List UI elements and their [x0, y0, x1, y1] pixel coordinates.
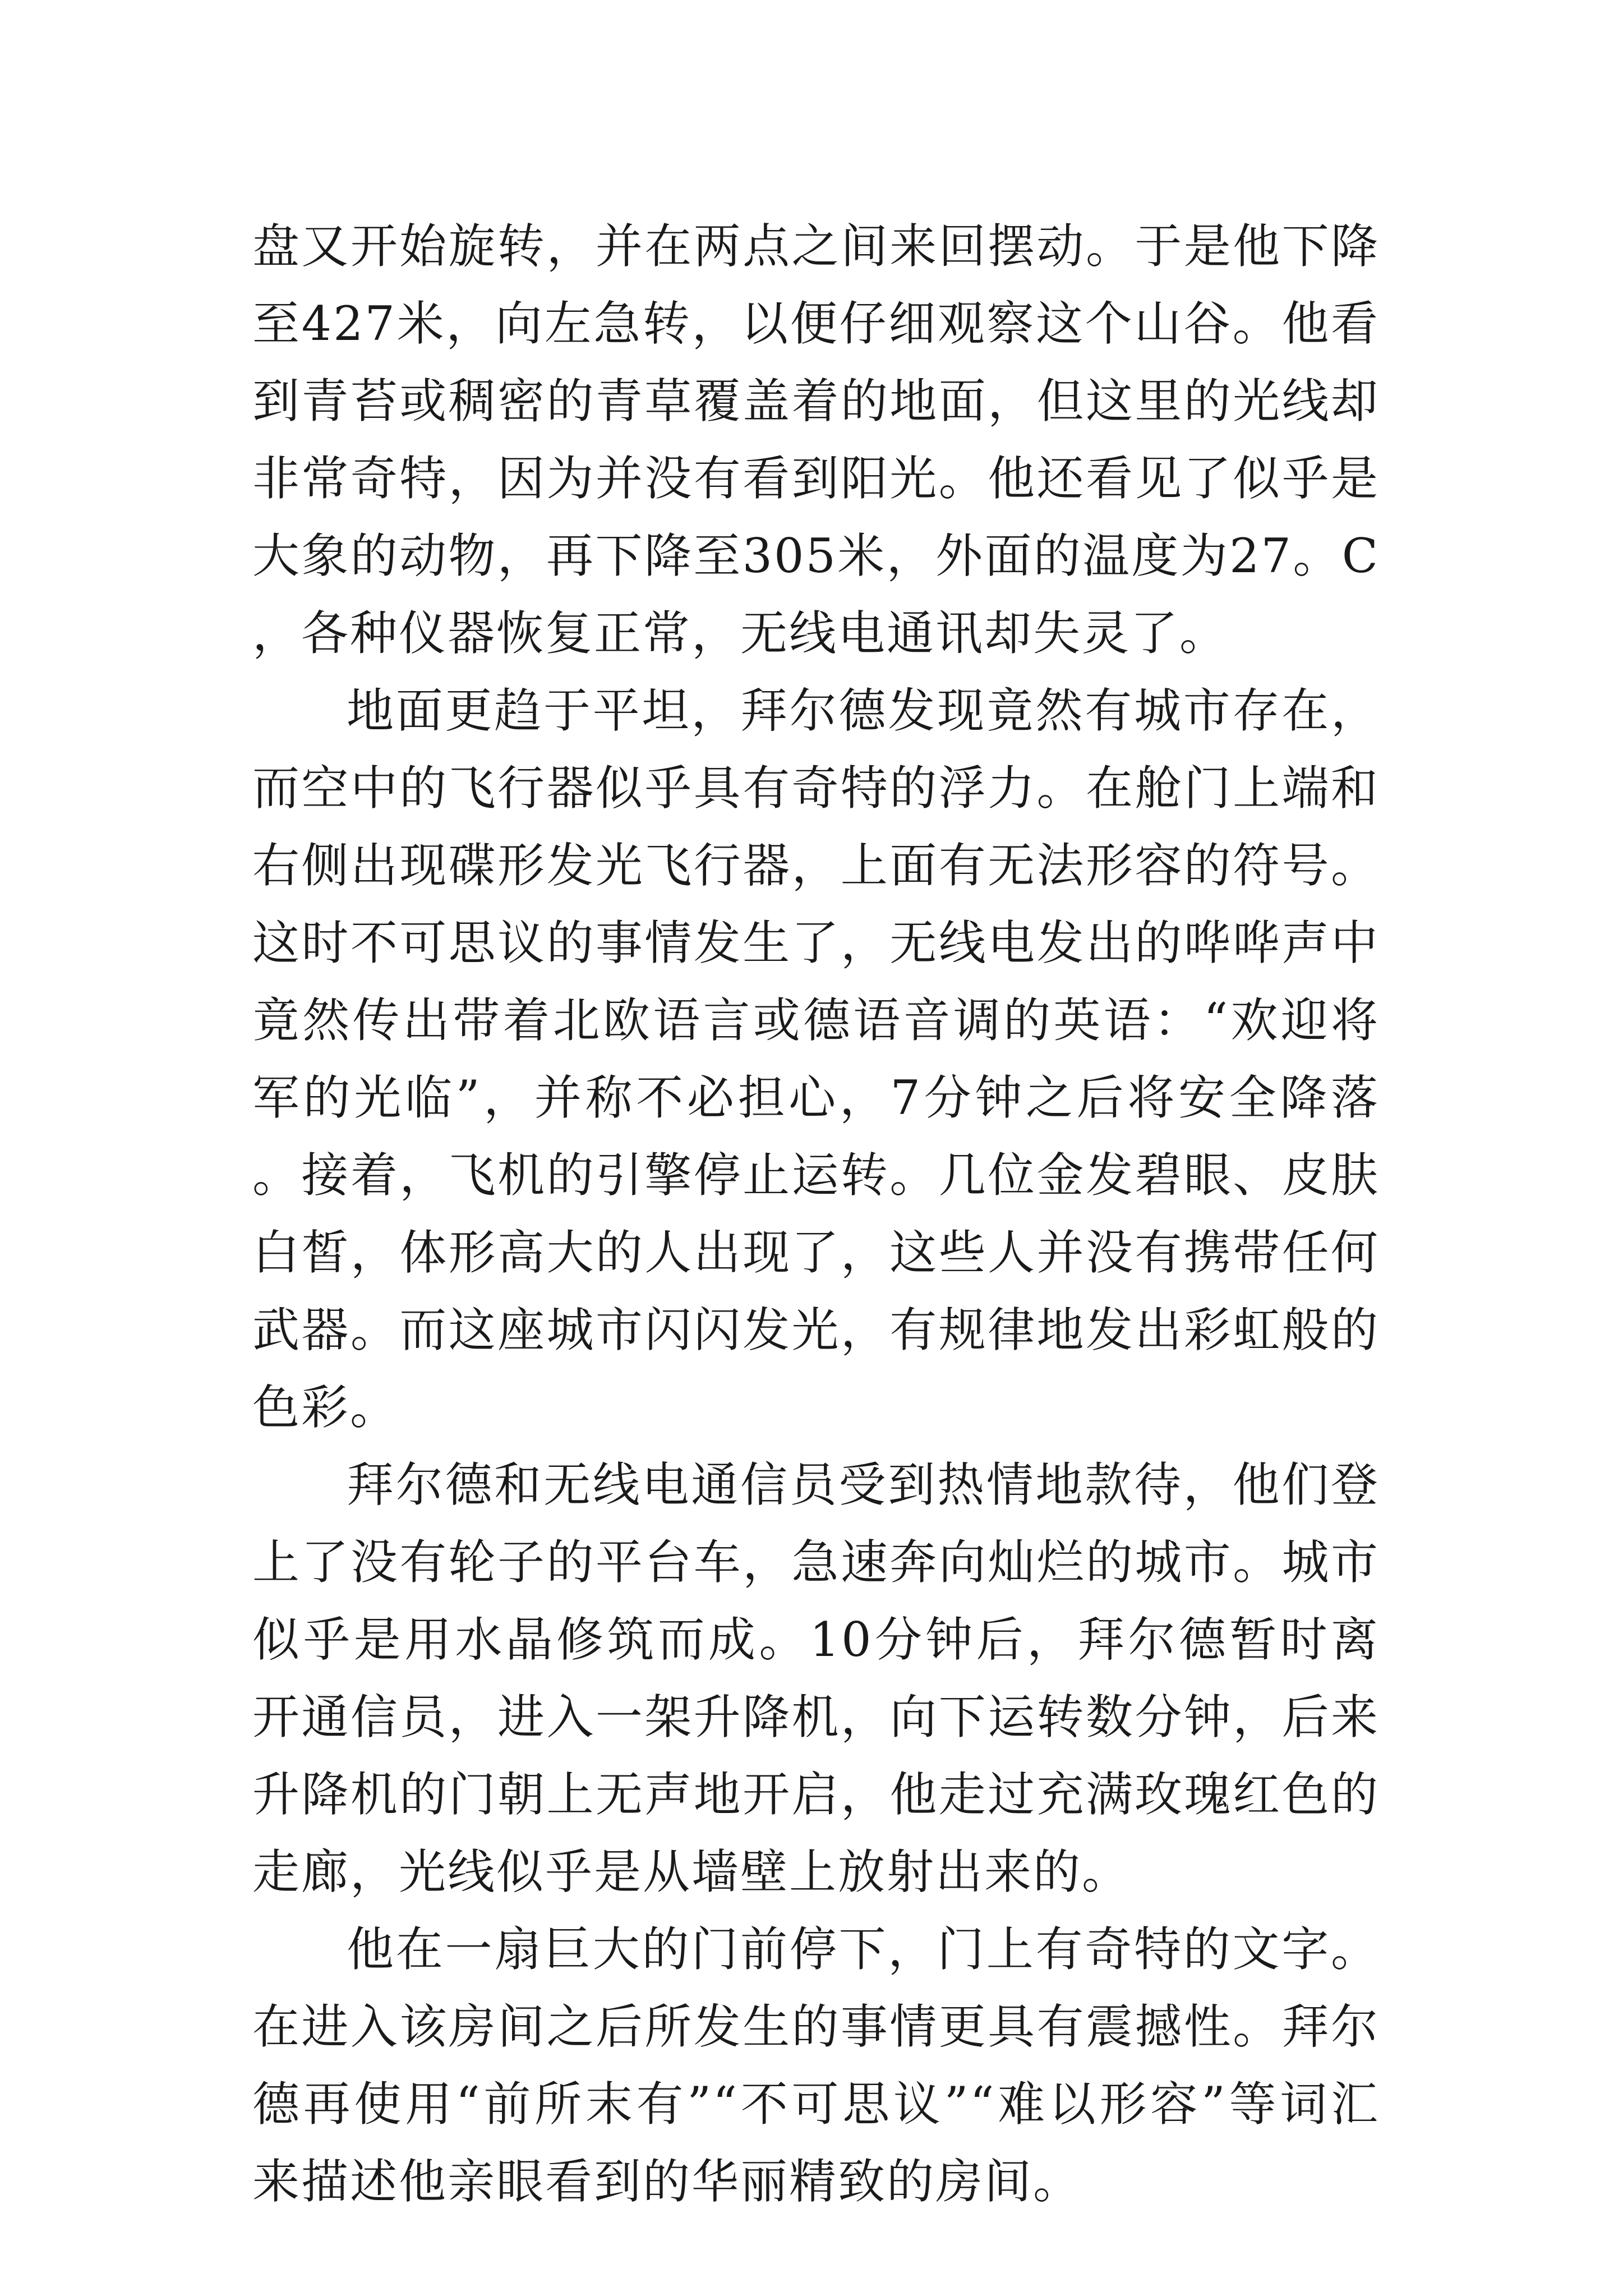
body-text: [252, 208, 1380, 2220]
paragraph-3: 拜尔德和无线电通信员受到热情地款待，他们登上了没有轮子的平台车，急速奔向灿烂的城市。城市似乎是用水晶修筑而成。10分钟后，拜尔德暂时离开通信员，进入一架升降机，向下运转数分钟，后来升降机的门朝上无声地开启，他走过充满玫瑰红色的走廊，光线似乎是从墙壁上放射出来的。: [252, 1457, 1380, 1899]
paragraph-2: 地面更趋于平坦，拜尔德发现竟然有城市存在，而空中的飞行器似乎具有奇特的浮力。在舱门上端和右侧出现碟形发光飞行器，上面有无法形容的符号。这时不可思议的事情发生了，无线电发出的哗哗声中竟然传出带着北欧语言或德语音调的英语：“欢迎将军的光临”，并称不必担心，7分钟之后将安全降落。接着，飞机的引擎停止运转。几位金发碧眼、皮肤白皙，体形高大的人出现了，这些人并没有携带任何武器。而这座城市闪闪发光，有规律地发出彩虹般的色彩。: [252, 683, 1380, 1435]
paragraph-4: 他在一扇巨大的门前停下，门上有奇特的文字。在进入该房间之后所发生的事情更具有震撼性。拜尔德再使用“前所末有”“不可思议”“难以形容”等词汇来描述他亲眼看到的华丽精致的房间。: [252, 1922, 1380, 2209]
paragraph-1: 盘又开始旋转，并在两点之间来回摆动。于是他下降至427米，向左急转，以便仔细观察这个山谷。他看到青苔或稠密的青草覆盖着的地面，但这里的光线却非常奇特，因为并没有看到阳光。他还看见了似乎是大象的动物，再下降至305米，外面的温度为27。C，各种仪器恢复正常，无线电通讯却失灵了。: [252, 219, 1380, 661]
